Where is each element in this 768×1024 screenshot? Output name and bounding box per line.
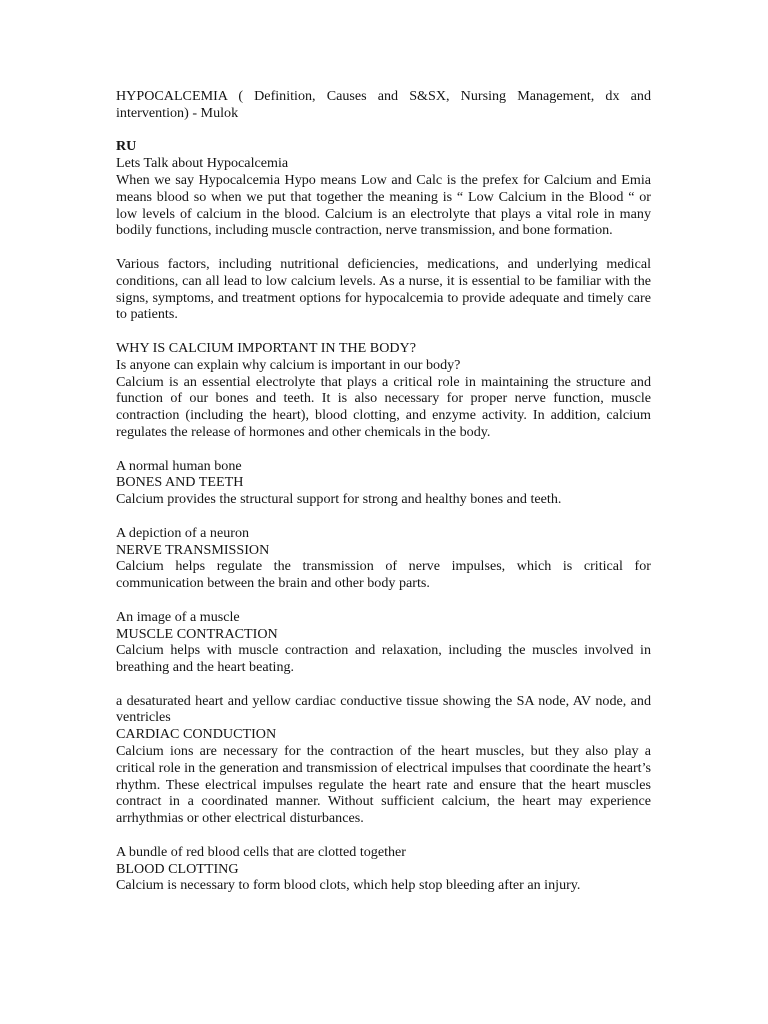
spacer — [116, 592, 651, 609]
section-body: Calcium ions are necessary for the contraction of the heart muscles, but they also play a critical role in the generation and transmission of electrical impulses that coordinate the heart’s rhythm. These electrical impulses regulate the heart rate and ensure that the heart muscles contract in a coordinated manner. Without sufficient calcium, the heart may experience arrhythmias or other electrical disturbances. — [116, 743, 651, 827]
section-caption: A normal human bone — [116, 457, 242, 474]
document-page — [116, 88, 651, 894]
section-body: Calcium is necessary to form blood clots, which help stop bleeding after an injury. — [116, 877, 581, 894]
section-body: Calcium helps with muscle contraction and relaxation, including the muscles involved in breathing and the heart beating. — [116, 642, 651, 676]
spacer — [116, 676, 651, 693]
section-caption: A bundle of red blood cells that are clotted together — [116, 843, 407, 860]
section-caption: a desaturated heart and yellow cardiac conductive tissue showing the SA node, AV node, and ventricles — [116, 692, 651, 726]
section-cardiac — [116, 693, 651, 827]
spacer — [116, 508, 651, 525]
section-caption: An image of a muscle — [116, 608, 240, 625]
intro-paragraph: When we say Hypocalcemia Hypo means Low and Calc is the prefex for Calcium and Emia means blood so when we put that together the meaning is “ Low Calcium in the Blood “ or low levels of calcium in the blood. Calcium is an electrolyte that plays a vital role in many bodily functions, including muscle contraction, nerve transmission, and bone formation. — [116, 171, 651, 239]
section-heading: MUSCLE CONTRACTION — [116, 625, 278, 642]
section-heading: BLOOD CLOTTING — [116, 860, 239, 877]
document-title: HYPOCALCEMIA ( Definition, Causes and S&SX, Nursing Management, dx and intervention) - Mulok — [116, 88, 651, 121]
section-nerve — [116, 525, 651, 592]
why-question: Is anyone can explain why calcium is important in our body? — [116, 356, 461, 373]
section-body: Calcium provides the structural support for strong and healthy bones and teeth. — [116, 491, 562, 508]
section-bones — [116, 458, 651, 508]
section-muscle — [116, 609, 651, 676]
why-heading: WHY IS CALCIUM IMPORTANT IN THE BODY? — [116, 339, 416, 356]
spacer — [116, 441, 651, 458]
spacer — [116, 827, 651, 844]
section-clotting — [116, 844, 651, 894]
section-caption: A depiction of a neuron — [116, 524, 250, 541]
section-heading: BONES AND TEETH — [116, 474, 244, 491]
why-paragraph: Calcium is an essential electrolyte that plays a critical role in maintaining the structure and function of our bones and teeth. It is also necessary for proper nerve function, muscle contraction (including the heart), blood clotting, and enzyme activity. In addition, calcium regulates the release of hormones and other chemicals in the body. — [116, 373, 651, 440]
spacer — [116, 323, 651, 340]
spacer — [116, 239, 651, 256]
intro-heading: Lets Talk about Hypocalcemia — [116, 155, 289, 172]
author-tag: RU — [116, 138, 137, 155]
factors-paragraph: Various factors, including nutritional deficiencies, medications, and underlying medical conditions, can all lead to low calcium levels. As a nurse, it is essential to be familiar with the signs, symptoms, and treatment options for hypocalcemia to provide adequate and timely care to patients. — [116, 255, 651, 323]
section-heading: CARDIAC CONDUCTION — [116, 726, 277, 743]
section-body: Calcium helps regulate the transmission of nerve impulses, which is critical for communication between the brain and other body parts. — [116, 558, 651, 592]
spacer — [116, 122, 651, 139]
section-heading: NERVE TRANSMISSION — [116, 541, 270, 558]
